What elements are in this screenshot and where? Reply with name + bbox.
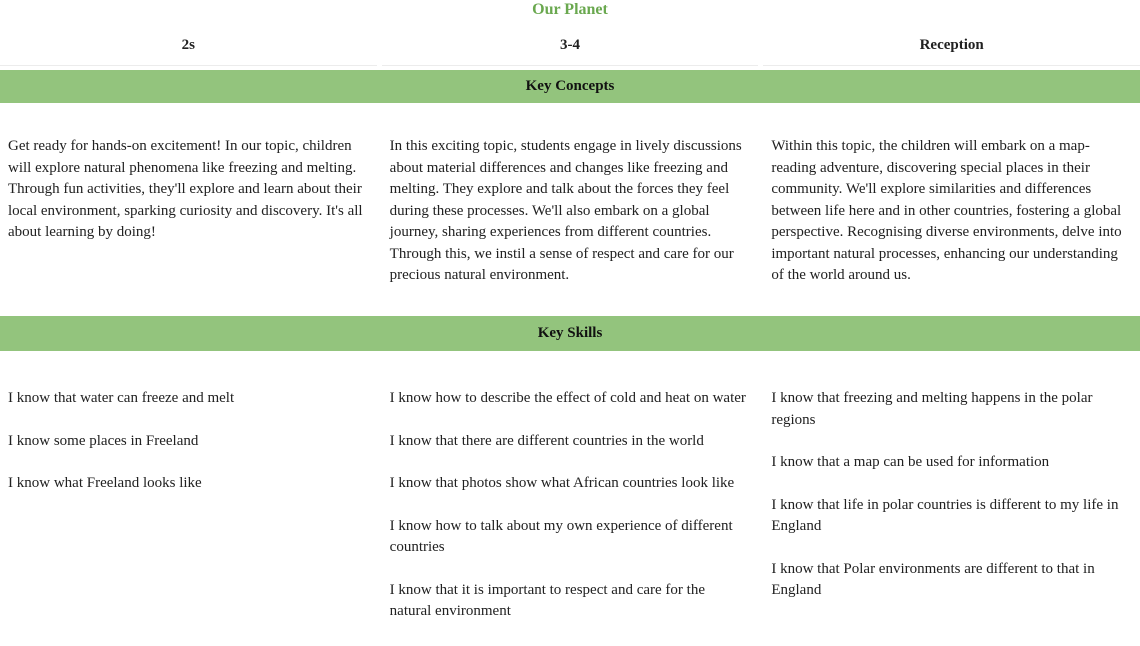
concept-text-3-4: In this exciting topic, students engage in lively discussions about material differences and changes like freezing and melting. They explore and talk about the forces they feel during these processes. We'll also embark on a global journey, sharing experiences from different countries. Through this, we instil a sense of respect and care for our precious natural environment. bbox=[389, 138, 742, 283]
skill-item: I know how to talk about my own experience of different countries bbox=[389, 517, 733, 555]
column-header-reception: Reception bbox=[763, 19, 1140, 66]
column-header-3-4: 3-4 bbox=[382, 19, 759, 66]
skill-item: I know that a map can be used for information bbox=[771, 454, 1050, 470]
skill-item: I know that Polar environments are different to that in England bbox=[771, 560, 1095, 598]
skill-item: I know that water can freeze and melt bbox=[8, 390, 235, 406]
page-title: Our Planet bbox=[532, 1, 608, 18]
skill-item: I know some places in Freeland bbox=[8, 432, 199, 449]
key-skills-banner bbox=[0, 316, 1140, 351]
key-concepts-label: Key Concepts bbox=[525, 78, 615, 94]
concept-text-2s: Get ready for hands-on excitement! In our topic, children will explore natural phenomena like freezing and melting. Through fun activities, they'll explore and learn about their local environment, sparking curiosity and discovery. It's all about learning by doing! bbox=[8, 138, 363, 240]
skill-item: I know how to describe the effect of cold and heat on water bbox=[389, 390, 746, 406]
skills-list-2s bbox=[0, 351, 377, 644]
key-concepts-row bbox=[0, 103, 1140, 288]
age-group-header-row bbox=[0, 19, 1140, 66]
column-header-2s: 2s bbox=[0, 19, 377, 66]
concept-text-reception: Within this topic, the children will embark on a map-reading adventure, discovering special places in their community. We'll explore similarities and differences between life here and in other countries, fostering a global perspective. Recognising diverse environments, delve into important natural processes, enhancing our understanding of the world around us. bbox=[771, 138, 1122, 283]
skill-item: I know that photos show what African countries look like bbox=[389, 475, 735, 491]
skill-item: I know what Freeland looks like bbox=[8, 475, 202, 491]
key-skills-label: Key Skills bbox=[537, 325, 603, 341]
skills-list-reception bbox=[763, 351, 1140, 644]
key-skills-row bbox=[0, 351, 1140, 644]
skill-item: I know that life in polar countries is different to my life in England bbox=[771, 496, 1119, 534]
key-concepts-banner bbox=[0, 70, 1140, 103]
skill-item: I know that there are different countries in the world bbox=[389, 432, 704, 449]
skill-item: I know that it is important to respect and care for the natural environment bbox=[389, 581, 705, 619]
skills-list-3-4 bbox=[382, 351, 759, 644]
skill-item: I know that freezing and melting happens in the polar regions bbox=[771, 390, 1093, 428]
